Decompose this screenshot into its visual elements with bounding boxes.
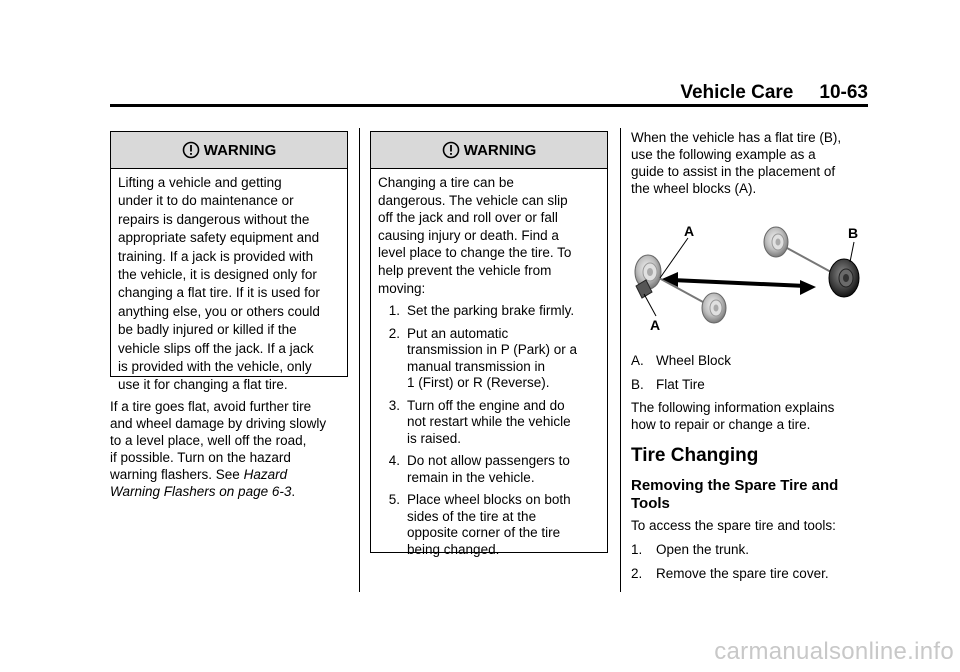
label-a-bottom: A [650,317,661,333]
warning-line: moving: [378,280,426,296]
warning-line: off the jack and roll over or fall [378,210,558,226]
para-line: and wheel damage by driving slowly [110,416,327,431]
warning-line: vehicle slips off the jack. If a jack [118,340,314,356]
list-item: 5. Place wheel blocks on both sides of the tire at the opposite corner of the tire being changed. [388,492,571,557]
wheel-rear-right [702,293,726,323]
section-title: Vehicle Care [680,82,794,103]
warning-line: causing injury or death. Find a [378,227,559,243]
warning-line: be badly injured or killed if the [118,322,297,338]
label-a-top: A [684,223,695,239]
legend-item-b: B. Flat Tire [631,377,705,392]
flat-tire-paragraph [110,398,355,500]
warning-line: use it for changing a flat tire. [118,377,288,393]
warning-icon [442,141,460,159]
hazard-link-cont[interactable]: Warning Flashers on page 6-3 [110,484,292,499]
list-item: 3. Turn off the engine and do not restart while the vehicle is raised. [388,397,571,446]
warning-title: WARNING [463,141,537,159]
para-line: to a level place, well off the road, [110,433,307,448]
info-paragraph: The following information explains how to repair or change a tire. [631,400,835,432]
subsection-heading: Removing the Spare Tire and Tools [631,477,839,512]
list-item: 4. Do not allow passengers to remain in the vehicle. [388,453,570,485]
warning-line: changing a flat tire. If it is used for [118,285,320,301]
warning-icon [182,141,200,159]
column-divider-1 [359,128,360,592]
warning-box-changing [370,131,608,557]
para-line: If a tire goes flat, avoid further tire [110,399,312,414]
warning-line: appropriate safety equipment and [118,230,320,246]
section-heading: Tire Changing [631,445,759,466]
wheel-block-figure [628,220,878,338]
warning-line: dangerous. The vehicle can slip [378,192,568,208]
warning-title: WARNING [203,141,277,159]
warning-line: help prevent the vehicle from [378,262,552,278]
label-b: B [848,225,859,241]
hazard-link[interactable]: Hazard [243,467,288,482]
warning-body [371,169,607,558]
flat-tire [829,259,859,297]
warning-line: anything else, you or others could [118,303,320,319]
warning-line: repairs is dangerous without the [118,211,310,227]
list-item: 2. Put an automatic transmission in P (Park) or a manual transmission in 1 (First) or R (Reverse). [388,325,578,391]
watermark: carmanualsonline.info [714,638,954,665]
header-rule [110,104,868,107]
list-item: 2. Remove the spare tire cover. [631,566,829,581]
para-line: if possible. Turn on the hazard [110,450,291,465]
warning-body [111,169,347,395]
wheel-front-left [764,227,788,257]
warning-line: level place to change the tire. To [378,245,572,261]
warning-line: under it to do maintenance or [118,193,294,209]
access-text: To access the spare tire and tools: [631,518,836,533]
warning-line: Changing a tire can be [378,175,514,190]
legend-item-a: A. Wheel Block [631,353,732,368]
wheel-block-intro: When the vehicle has a flat tire (B), use the following example as a guide to assist in the placement of the wheel blocks (A). [631,130,842,196]
warning-line: is provided with the vehicle, only [118,359,312,375]
warning-line: Lifting a vehicle and getting [118,175,282,190]
warning-line: the vehicle, it is designed only for [118,267,317,283]
list-item: 1. Set the parking brake firmly. [388,303,575,319]
para-line: warning flashers. See [110,467,244,482]
warning-header [111,132,347,169]
warning-header [371,132,607,169]
page-number: 10-63 [819,82,868,103]
list-item: 1. Open the trunk. [631,542,750,557]
warning-line: training. If a jack is provided with [118,248,314,264]
column-divider-2 [620,128,621,592]
warning-box-lifting [110,131,348,393]
warning-steps [378,303,600,558]
para-end: . [291,484,296,499]
page-header [680,82,868,104]
